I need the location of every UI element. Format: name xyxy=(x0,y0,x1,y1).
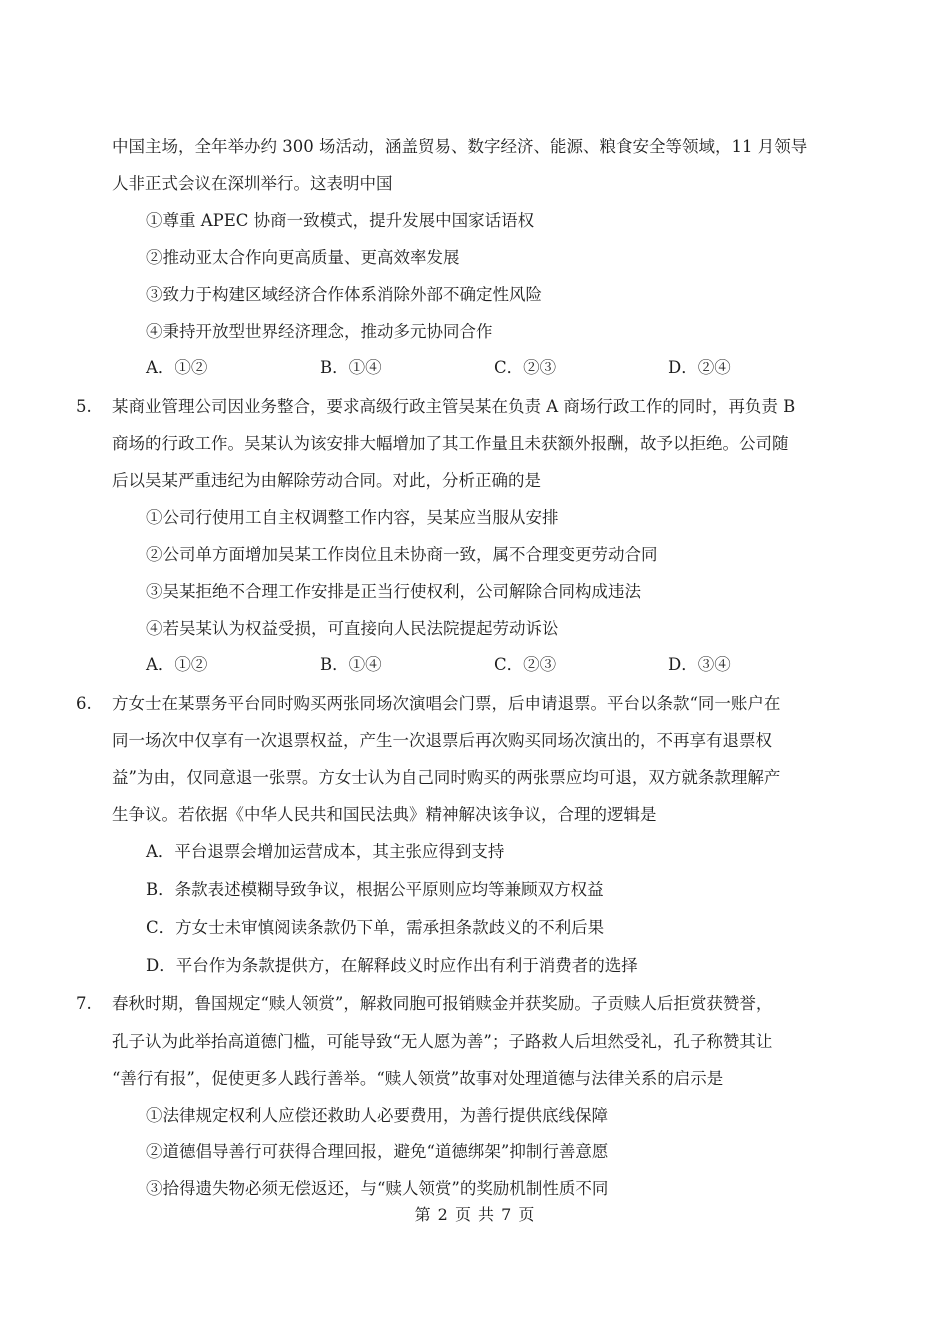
question-4-choice-c: C．②③ xyxy=(494,358,557,377)
question-5-stem-line: 某商业管理公司因业务整合，要求高级行政主管吴某在负责 A 商场行政工作的同时，再负责 B xyxy=(112,397,796,416)
question-4-choice-b: B．①④ xyxy=(320,358,382,377)
question-4-option: ③致力于构建区域经济合作体系消除外部不确定性风险 xyxy=(146,285,542,304)
page-footer: 第 2 页 共 7 页 xyxy=(414,1205,536,1224)
question-6-option-d: D．平台作为条款提供方，在解释歧义时应作出有利于消费者的选择 xyxy=(146,956,638,975)
question-4-choice-d: D．②④ xyxy=(668,358,731,377)
question-5-number: 5. xyxy=(76,397,92,416)
question-4-option: ④秉持开放型世界经济理念，推动多元协同合作 xyxy=(146,322,493,341)
question-6-stem-line: 益”为由，仅同意退一张票。方女士认为自己同时购买的两张票应均可退，双方就条款理解产 xyxy=(112,768,781,787)
question-6-option-c: C．方女士未审慎阅读条款仍下单，需承担条款歧义的不利后果 xyxy=(146,918,605,937)
question-5-choice-b: B．①④ xyxy=(320,655,382,674)
question-5-choice-d: D．③④ xyxy=(668,655,731,674)
question-5-choice-c: C．②③ xyxy=(494,655,557,674)
question-5-choice-a: A．①② xyxy=(146,655,208,674)
question-4-option: ②推动亚太合作向更高质量、更高效率发展 xyxy=(146,248,460,267)
question-5-option: ④若吴某认为权益受损，可直接向人民法院提起劳动诉讼 xyxy=(146,619,559,638)
question-5-stem-line: 商场的行政工作。吴某认为该安排大幅增加了其工作量且未获额外报酬，故予以拒绝。公司随 xyxy=(112,434,789,453)
question-7-option: ②道德倡导善行可获得合理回报，避免“道德绑架”抑制行善意愿 xyxy=(146,1142,609,1161)
question-7-stem-line: 春秋时期，鲁国规定“赎人领赏”，解救同胞可报销赎金并获奖励。子贡赎人后拒赏获赞誉， xyxy=(112,994,773,1013)
question-7-stem-line: “善行有报”，促使更多人践行善举。“赎人领赏”故事对处理道德与法律关系的启示是 xyxy=(112,1069,724,1088)
question-6-option-a: A．平台退票会增加运营成本，其主张应得到支持 xyxy=(146,842,505,861)
question-5-option: ①公司行使用工自主权调整工作内容，吴某应当服从安排 xyxy=(146,508,559,527)
question-5-option: ③吴某拒绝不合理工作安排是正当行使权利，公司解除合同构成违法 xyxy=(146,582,641,601)
question-5-option: ②公司单方面增加吴某工作岗位且未协商一致，属不合理变更劳动合同 xyxy=(146,545,658,564)
question-6-stem-line: 方女士在某票务平台同时购买两张同场次演唱会门票，后申请退票。平台以条款“同一账户在 xyxy=(112,694,781,713)
question-6-number: 6. xyxy=(76,694,92,713)
question-6-stem-line: 生争议。若依据《中华人民共和国民法典》精神解决该争议，合理的逻辑是 xyxy=(112,805,657,824)
question-4-stem-line: 中国主场，全年举办约 300 场活动，涵盖贸易、数字经济、能源、粮食安全等领域，11 月领导 xyxy=(112,137,808,156)
question-6-option-b: B．条款表述模糊导致争议，根据公平原则应均等兼顾双方权益 xyxy=(146,880,604,899)
question-7-stem-line: 孔子认为此举抬高道德门槛，可能导致“无人愿为善”；子路救人后坦然受礼，孔子称赞其让 xyxy=(112,1032,773,1051)
question-6-stem-line: 同一场次中仅享有一次退票权益，产生一次退票后再次购买同场次演出的，不再享有退票权 xyxy=(112,731,772,750)
question-4-choice-a: A．①② xyxy=(146,358,208,377)
question-7-option: ①法律规定权利人应偿还救助人必要费用，为善行提供底线保障 xyxy=(146,1106,608,1125)
question-4-stem-line: 人非正式会议在深圳举行。这表明中国 xyxy=(112,174,393,193)
question-7-option: ③拾得遗失物必须无偿返还，与“赎人领赏”的奖励机制性质不同 xyxy=(146,1179,609,1198)
question-7-number: 7. xyxy=(76,994,92,1013)
question-5-stem-line: 后以吴某严重违纪为由解除劳动合同。对此，分析正确的是 xyxy=(112,471,541,490)
question-4-option: ①尊重 APEC 协商一致模式，提升发展中国家话语权 xyxy=(146,211,535,230)
